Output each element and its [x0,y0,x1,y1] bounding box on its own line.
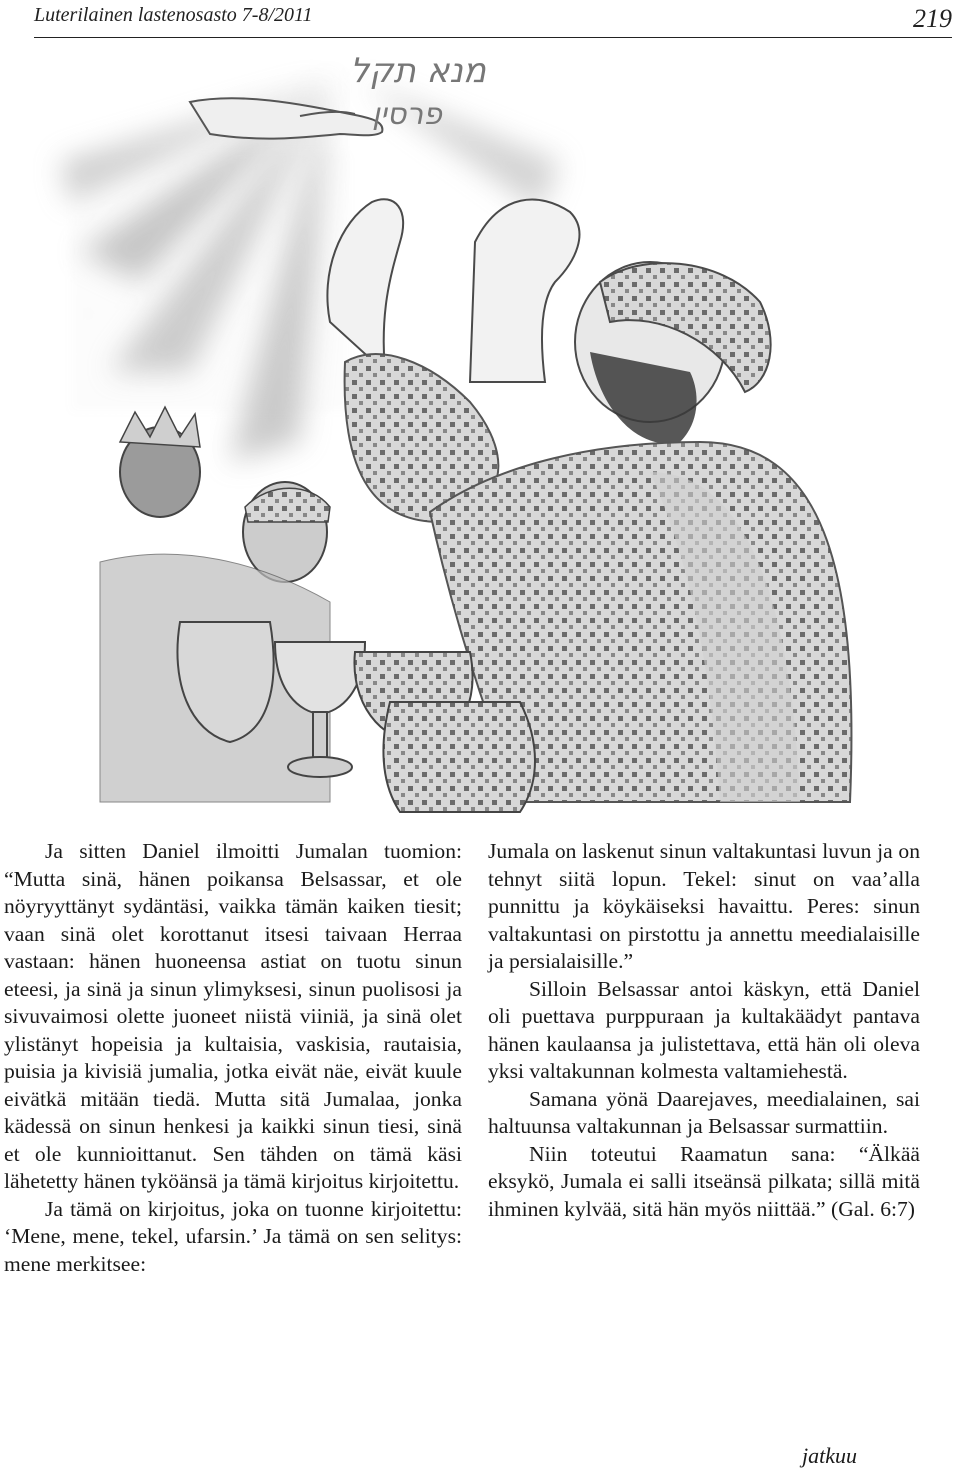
paragraph: Ja tämä on kirjoitus, joka on tuonne kirjoitettu: ‘Mene, mene, tekel, ufarsin.’ Ja tämä on sen selitys: mene merkitsee: [4,1196,462,1276]
paragraph: Niin toteutui Raamatun sana: “Älkää eksykö, Jumala ei salli itseänsä pilkata; sillä mitä ihminen kylvää, sitä hän myös niittää.” (Gal. 6:7) [488,1141,920,1221]
paragraph: Silloin Belsassar antoi käskyn, että Daniel oli puettava purppuraan ja kultakäädyt pantava hänen kaulaansa ja julistettava, että hän oli oleva yksi valtakunnan kolmesta valtamiehestä. [488,976,920,1083]
onlookers [100,407,330,802]
header-rule [34,37,952,38]
pencil-illustration [0,42,960,832]
text-column-left [4,838,462,1278]
publication-title: Luterilainen lastenosasto 7-8/2011 [34,4,313,26]
svg-text:פרסין: פרסין [372,97,443,132]
page-header [0,0,960,44]
paragraph: Samana yönä Daarejaves, meedialainen, sai haltuunsa valtakunnan ja Belsassar surmattiin. [488,1086,920,1138]
paragraph: Jumala on laskenut sinun valtakuntasi luvun ja on tehnyt siitä lopun. Tekel: sinut on vaa’alla punnittu ja köykäiseksi havaittu. Peres: sinun valtakuntasi on pirstottu ja annettu meedialaisille ja persialaisille.” [488,839,920,973]
paragraph: Ja sitten Daniel ilmoitti Jumalan tuomion: “Mutta sinä, hänen poikansa Belsassar, et ole nöyryyttänyt sydäntäsi, vaikka tämän kaiken tiesit; vaan sinä olet korottanut itsesi taivaan Herraa vastaan: hänen huoneensa astiat on tuotu sinun eteesi, ja sinä ja sinun ylimyksesi, sinun puolisosi ja sivuvaimosi olette juoneet niistä viiniä, ja sinä olet ylistänyt hopeisia ja kultaisia, vaskisia, rautaisia, puisia ja kivisiä jumalia, jotka eivät näe, eivät kuule eivätkä mitään tiedä. Mutta sitä Jumalaa, jonka kädessä on sinun henkesi ja kaikki sinun tiesi, sinä et ole kunnioittanut. Sen tähden on tämä käsi lähetetty hänen tyköänsä ja tämä kirjoitus kirjoitettu. [4,839,462,1193]
text-column-right [488,838,920,1223]
page-number: 219 [913,4,952,33]
continued-label: jatkuu [802,1443,857,1468]
writing-hand [190,98,382,138]
svg-text:מנא תקל: מנא תקל [350,51,487,91]
